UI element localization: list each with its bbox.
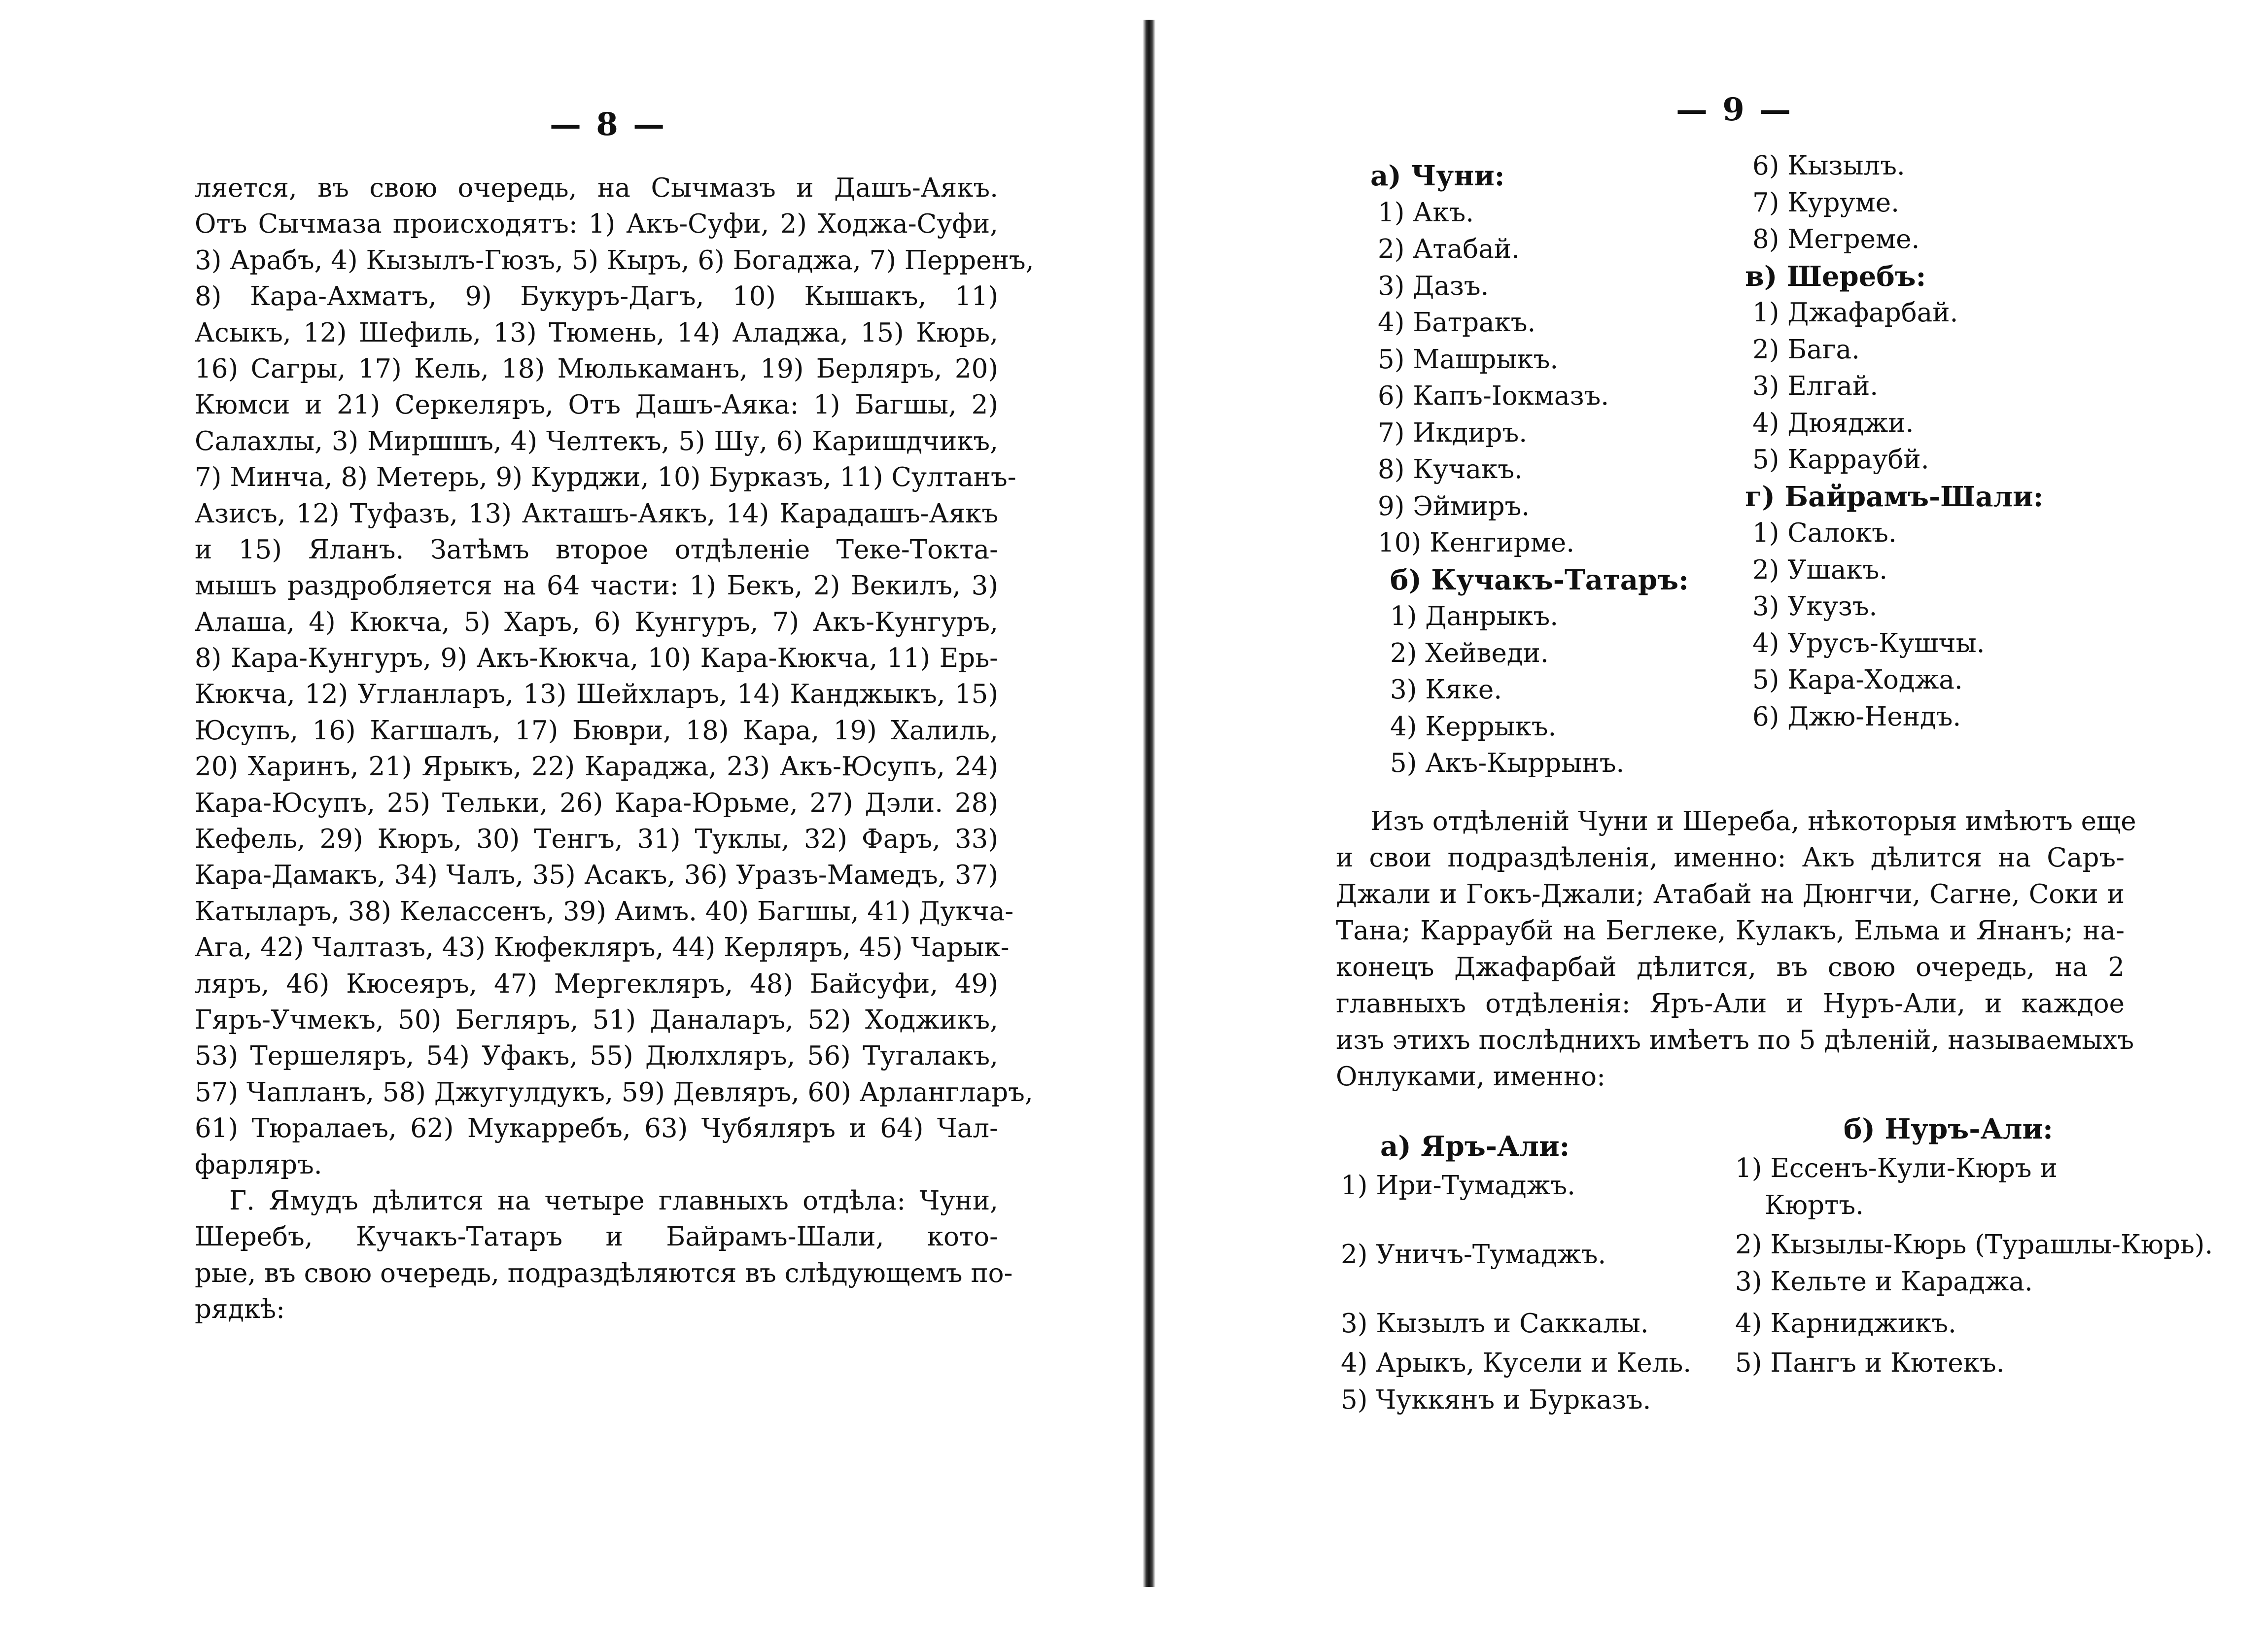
text-line: Кара-Юсупъ, 25) Тельки, 26) Кара-Юрьме, 27) Дэли. 28) bbox=[195, 788, 998, 818]
list-item: 4) Арыкъ, Кусели и Кель. bbox=[1341, 1348, 1692, 1378]
list-item: 8) Кучакъ. bbox=[1378, 454, 1523, 484]
text-line: 8) Кара-Ахматъ, 9) Букуръ-Дагъ, 10) Кышакъ, 11) bbox=[195, 281, 998, 312]
list-item: 2) Бага. bbox=[1752, 334, 1860, 365]
text-line: мышъ раздробляется на 64 части: 1) Бекъ, 2) Векилъ, 3) bbox=[195, 571, 998, 601]
list-item: 4) Дюяджи. bbox=[1752, 408, 1914, 438]
list-item: 3) Укузъ. bbox=[1752, 591, 1878, 622]
text-line: 57) Чапланъ, 58) Джугулдукъ, 59) Девляръ, 60) Арлангларъ, bbox=[195, 1077, 1033, 1107]
list-item: 2) Хейведи. bbox=[1390, 638, 1549, 668]
list-item: 6) Капъ-Іокмазъ. bbox=[1378, 381, 1609, 411]
list-item: 4) Батракъ. bbox=[1378, 308, 1536, 338]
list-item: 6) Джю-Нендъ. bbox=[1752, 701, 1961, 732]
list-item: 2) Уничъ-Тумаджъ. bbox=[1341, 1240, 1606, 1270]
text-line: главныхъ отдѣленія: Яръ-Али и Нуръ-Али, и каждое bbox=[1336, 989, 2125, 1019]
list-item: 2) Кызылы-Кюрь (Турашлы-Кюрь). bbox=[1735, 1230, 2213, 1260]
text-line: и 15) Яланъ. Затѣмъ второе отдѣленіе Теке-Токта- bbox=[195, 534, 998, 565]
text-line: Кюкча, 12) Угланларъ, 13) Шейхларъ, 14) Канджыкъ, 15) bbox=[195, 679, 998, 710]
list-item: 1) Салокъ. bbox=[1752, 518, 1897, 548]
text-line: 3) Арабъ, 4) Кызылъ-Гюзъ, 5) Кыръ, 6) Богаджа, 7) Перренъ, bbox=[195, 245, 1034, 276]
text-line: Тана; Карраубй на Беглеке, Кулакъ, Ельма и Янанъ; на- bbox=[1336, 916, 2125, 946]
list-item: 1) Джафарбай. bbox=[1752, 298, 1958, 328]
text-line: рядкѣ: bbox=[195, 1294, 285, 1325]
list-item: 3) Кельте и Караджа. bbox=[1735, 1267, 2033, 1297]
list-item: 1) Данрыкъ. bbox=[1390, 601, 1559, 631]
section-heading: б) Нуръ-Али: bbox=[1844, 1113, 2053, 1145]
text-line: Гяръ-Учмекъ, 50) Бегляръ, 51) Даналаръ, 52) Ходжикъ, bbox=[195, 1004, 998, 1035]
text-line: 53) Тершеляръ, 54) Уфакъ, 55) Дюлхляръ, 56) Тугалакъ, bbox=[195, 1041, 998, 1072]
text-line: конецъ Джафарбай дѣлится, въ свою очередь, на 2 bbox=[1336, 952, 2125, 982]
text-line: рые, въ свою очередь, подраздѣляются въ слѣдующемъ по- bbox=[195, 1258, 1013, 1288]
list-item: 1) Акъ. bbox=[1378, 197, 1474, 228]
text-line: 8) Кара-Кунгуръ, 9) Акъ-Кюкча, 10) Кара-Кюкча, 11) Ерь- bbox=[195, 643, 998, 674]
text-line: 16) Сагры, 17) Кель, 18) Мюлькаманъ, 19) Берляръ, 20) bbox=[195, 353, 998, 384]
list-item: 7) Куруме. bbox=[1752, 187, 1899, 218]
list-item: 5) Машрыкъ. bbox=[1378, 344, 1559, 375]
list-item: 9) Эймиръ. bbox=[1378, 491, 1530, 521]
text-line: Онлуками, именно: bbox=[1336, 1062, 1605, 1092]
text-line: 20) Харинъ, 21) Ярыкъ, 22) Караджа, 23) Акъ-Юсупъ, 24) bbox=[195, 752, 998, 782]
list-column-2 bbox=[1745, 148, 2043, 735]
text-line: Юсупъ, 16) Кагшалъ, 17) Бюври, 18) Кара, 19) Халиль, bbox=[195, 715, 998, 746]
list-item: 3) Елгай. bbox=[1752, 371, 1879, 401]
list-item: 5) Карраубй. bbox=[1752, 445, 1929, 475]
text-line: Асыкъ, 12) Шефиль, 13) Тюмень, 14) Аладжа, 15) Кюрь, bbox=[195, 317, 998, 348]
list-item: 3) Кызылъ и Саккалы. bbox=[1341, 1309, 1649, 1339]
list-column-1 bbox=[1370, 158, 1689, 782]
text-line: Ага, 42) Чалтазъ, 43) Кюфекляръ, 44) Керляръ, 45) Чарык- bbox=[195, 933, 1010, 963]
page-number: — 8 — bbox=[550, 106, 667, 143]
list-item: 2) Атабай. bbox=[1378, 234, 1520, 264]
text-line: Азисъ, 12) Туфазъ, 13) Акташъ-Аякъ, 14) Карадашъ-Аякъ bbox=[195, 498, 998, 529]
text-line: 7) Минча, 8) Метерь, 9) Курджи, 10) Бурказъ, 11) Султанъ- bbox=[195, 462, 1016, 493]
list-item: 4) Урусъ-Кушчы. bbox=[1752, 628, 1985, 658]
text-line: Катыларъ, 38) Келассенъ, 39) Аимъ. 40) Багшы, 41) Дукча- bbox=[195, 896, 1014, 927]
list-item: 5) Акъ-Кыррынъ. bbox=[1390, 748, 1625, 778]
list-item: 10) Кенгирме. bbox=[1378, 528, 1575, 558]
section-heading: а) Яръ-Али: bbox=[1380, 1130, 1570, 1163]
right-page bbox=[1153, 0, 2268, 1625]
text-line: 61) Тюралаеъ, 62) Мукарребъ, 63) Чубяляръ и 64) Чал- bbox=[195, 1113, 998, 1144]
nur-ali-list bbox=[1735, 1111, 2213, 1378]
text-line: и свои подраздѣленія, именно: Акъ дѣлится на Саръ- bbox=[1336, 843, 2125, 873]
list-item: 7) Икдиръ. bbox=[1378, 417, 1528, 448]
list-item: 1) Ири-Тумаджъ. bbox=[1341, 1171, 1575, 1201]
section-heading: а) Чуни: bbox=[1370, 160, 1505, 192]
text-line: Кара-Дамакъ, 34) Чалъ, 35) Асакъ, 36) Уразъ-Мамедъ, 37) bbox=[195, 860, 998, 891]
list-item: 3) Дазъ. bbox=[1378, 271, 1489, 301]
list-item: 4) Керрыкъ. bbox=[1390, 711, 1557, 742]
list-item: 5) Чуккянъ и Бурказъ. bbox=[1341, 1385, 1651, 1415]
text-line: Салахлы, 3) Миршшъ, 4) Челтекъ, 5) Шу, 6) Каришдчикъ, bbox=[195, 426, 998, 456]
text-line: Алаша, 4) Кюкча, 5) Харъ, 6) Кунгуръ, 7) Акъ-Кунгуръ, bbox=[195, 607, 998, 637]
text-line: ляется, въ свою очередь, на Сычмазъ и Дашъ-Аякъ. bbox=[195, 173, 998, 203]
yar-ali-list bbox=[1341, 1129, 1692, 1415]
list-item: 1) Ессенъ-Кули-Кюръ и bbox=[1735, 1153, 2058, 1183]
list-item: 5) Кара-Ходжа. bbox=[1752, 665, 1963, 695]
list-item: 2) Ушакъ. bbox=[1752, 554, 1888, 585]
text-line: фарляръ. bbox=[195, 1149, 322, 1180]
section-heading: б) Кучакъ-Татаръ: bbox=[1390, 563, 1689, 596]
list-item: 6) Кызылъ. bbox=[1752, 151, 1905, 181]
text-line: Г. Ямудъ дѣлится на четыре главныхъ отдѣла: Чуни, bbox=[229, 1185, 998, 1216]
section-heading: г) Байрамъ-Шали: bbox=[1745, 480, 2044, 513]
text-line: изъ этихъ послѣднихъ имѣетъ по 5 дѣленій, называемыхъ bbox=[1336, 1025, 2134, 1055]
text-line: Джали и Гокъ-Джали; Атабай на Дюнгчи, Сагне, Соки и bbox=[1336, 879, 2125, 909]
text-line: Отъ Сычмаза происходятъ: 1) Акъ-Суфи, 2) Ходжа-Суфи, bbox=[195, 209, 998, 240]
list-item: 5) Пангъ и Кютекъ. bbox=[1735, 1348, 2005, 1378]
paragraph bbox=[1336, 803, 2136, 1095]
text-line: Кюмси и 21) Серкеляръ, Отъ Дашъ-Аяка: 1) Багшы, 2) bbox=[195, 390, 998, 420]
list-item: 3) Кяке. bbox=[1390, 675, 1502, 705]
page-number: — 9 — bbox=[1676, 91, 1793, 128]
text-line: Шеребъ, Кучакъ-Татаръ и Байрамъ-Шали, кото- bbox=[195, 1222, 998, 1252]
text-line: ляръ, 46) Кюсеяръ, 47) Мергекляръ, 48) Байсуфи, 49) bbox=[195, 968, 998, 999]
list-item: Кюртъ. bbox=[1765, 1190, 1864, 1220]
list-item: 4) Карниджикъ. bbox=[1735, 1309, 1956, 1339]
text-line: Кефель, 29) Кюръ, 30) Тенгъ, 31) Туклы, 32) Фаръ, 33) bbox=[195, 824, 998, 855]
body-text bbox=[195, 170, 1034, 1328]
section-heading: в) Шеребъ: bbox=[1745, 260, 1926, 293]
list-item: 8) Мегреме. bbox=[1752, 224, 1920, 254]
text-line: Изъ отдѣленій Чуни и Шереба, нѣкоторыя имѣютъ еще bbox=[1370, 806, 2136, 836]
